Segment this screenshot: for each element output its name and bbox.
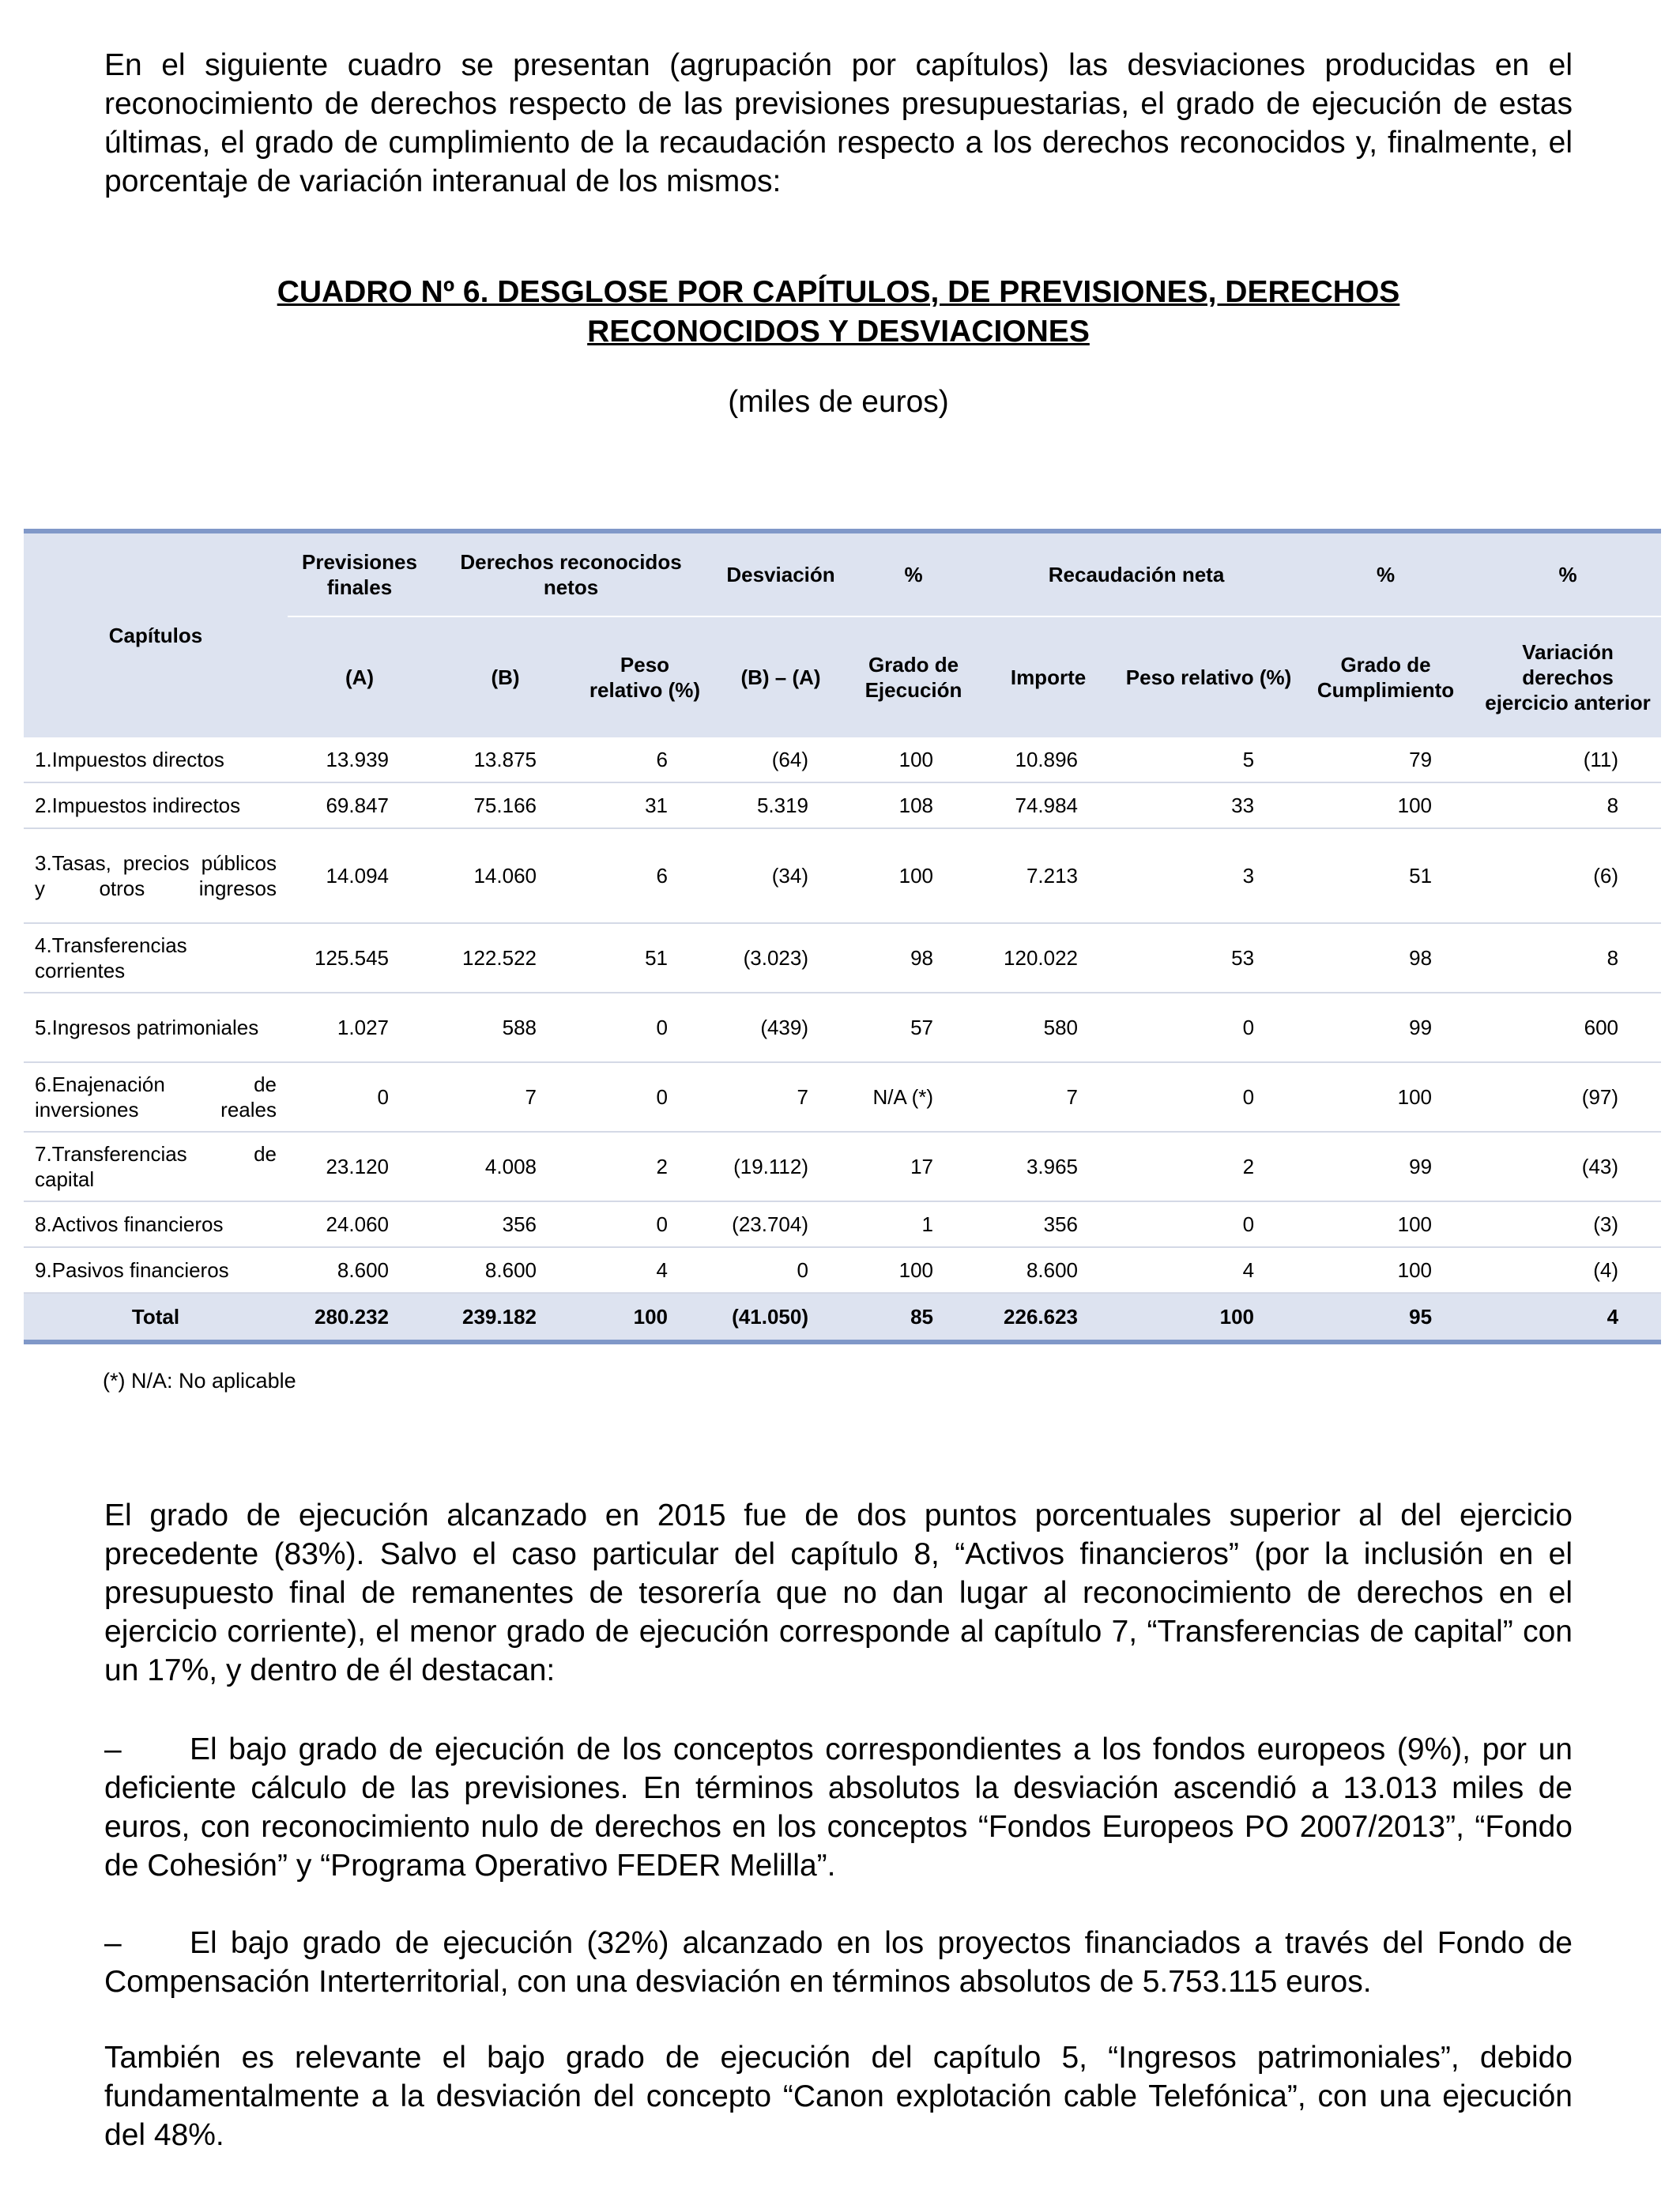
cell-grado-cumplimiento: 100: [1297, 1247, 1475, 1293]
subheader-a: (A): [288, 616, 431, 737]
cell-grado-ejecucion: 57: [851, 993, 976, 1062]
table-row: [24, 1062, 1661, 1132]
table-row: [24, 993, 1661, 1062]
cell-peso: 6: [579, 737, 710, 782]
cell-importe: 7: [976, 1062, 1121, 1132]
cell-desviacion: (23.704): [710, 1201, 851, 1247]
bullet-item-1: [104, 1730, 1573, 1885]
cell-grado-cumplimiento: 100: [1297, 1201, 1475, 1247]
cell-desviacion: 5.319: [710, 782, 851, 828]
header-derechos: Derechos reconocidos netos: [431, 531, 710, 616]
cell-grado-cumplimiento: 99: [1297, 1132, 1475, 1201]
units-label: (miles de euros): [728, 385, 949, 419]
cell-importe: 7.213: [976, 828, 1121, 923]
cell-derechos: 14.060: [431, 828, 579, 923]
intro-paragraph: En el siguiente cuadro se presentan (agrupación por capítulos) las desviaciones producidas en el reconocimiento de derechos respecto de las previsiones presupuestarias, el grado de ejecución de estas últimas, el grado de cumplimiento de la recaudación respecto a los derechos reconocidos y, finalmente, el porcentaje de variación interanual de los mismos:: [104, 48, 1573, 198]
header-pct-variacion: %: [1475, 531, 1661, 616]
row-capitulo: 2.Impuestos indirectos: [24, 782, 288, 828]
header-previsiones: Previsiones finales: [288, 531, 431, 616]
table-header: [24, 531, 1661, 737]
cell-peso: 0: [579, 1062, 710, 1132]
cell-desviacion: 0: [710, 1247, 851, 1293]
cell-previsiones: 23.120: [288, 1132, 431, 1201]
cell-peso: 0: [579, 993, 710, 1062]
row-capitulo: 4.Transferencias corrientes: [24, 923, 288, 993]
cell-variacion: (3): [1475, 1201, 1661, 1247]
cell-peso: 6: [579, 828, 710, 923]
total-grado-ejecucion: 85: [851, 1293, 976, 1342]
row-capitulo: 5.Ingresos patrimoniales: [24, 993, 288, 1062]
total-variacion: 4: [1475, 1293, 1661, 1342]
table-row: [24, 1132, 1661, 1201]
cell-previsiones: 1.027: [288, 993, 431, 1062]
cell-variacion: 8: [1475, 782, 1661, 828]
cell-peso: 4: [579, 1247, 710, 1293]
header-recaudacion: Recaudación neta: [976, 531, 1297, 616]
cell-previsiones: 24.060: [288, 1201, 431, 1247]
cell-grado-ejecucion: 100: [851, 737, 976, 782]
cell-previsiones: 69.847: [288, 782, 431, 828]
cell-variacion: (6): [1475, 828, 1661, 923]
header-pct-ejecucion: %: [851, 531, 976, 616]
subheader-grado-cumplimiento: Grado de Cumplimiento: [1297, 616, 1475, 737]
table-row: [24, 1247, 1661, 1293]
subheader-b: (B): [431, 616, 579, 737]
table-title-line-2: RECONOCIDOS Y DESVIACIONES: [587, 315, 1090, 349]
table-row: [24, 828, 1661, 923]
cell-grado-cumplimiento: 98: [1297, 923, 1475, 993]
cell-previsiones: 0: [288, 1062, 431, 1132]
bullet-text-1: El bajo grado de ejecución de los conceptos correspondientes a los fondos europeos (9%), por un deficiente cálculo de las previsiones. En términos absolutos la desviación ascendió a 13.013 miles de euros, con reconocimiento nulo de derechos en los conceptos “Fondos Europeos PO 2007/2013”, “Fondo de Cohesión” y “Programa Operativo FEDER Melilla”.: [104, 1732, 1573, 1883]
total-grado-cumplimiento: 95: [1297, 1293, 1475, 1342]
cell-peso-recaudacion: 0: [1121, 993, 1297, 1062]
total-derechos: 239.182: [431, 1293, 579, 1342]
subheader-importe: Importe: [976, 616, 1121, 737]
bullet-item-2: [104, 1924, 1573, 2001]
total-desviacion: (41.050): [710, 1293, 851, 1342]
cell-peso-recaudacion: 0: [1121, 1062, 1297, 1132]
cell-peso-recaudacion: 2: [1121, 1132, 1297, 1201]
cell-peso-recaudacion: 4: [1121, 1247, 1297, 1293]
cell-peso: 51: [579, 923, 710, 993]
row-capitulo: 8.Activos financieros: [24, 1201, 288, 1247]
table-row: [24, 923, 1661, 993]
cell-importe: 74.984: [976, 782, 1121, 828]
cell-variacion: (43): [1475, 1132, 1661, 1201]
row-capitulo: 3.Tasas, precios públicos y otros ingresos: [24, 828, 288, 923]
cell-desviacion: (34): [710, 828, 851, 923]
cell-variacion: (11): [1475, 737, 1661, 782]
cell-derechos: 7: [431, 1062, 579, 1132]
cell-peso: 2: [579, 1132, 710, 1201]
header-pct-cumplimiento: %: [1297, 531, 1475, 616]
cell-variacion: (4): [1475, 1247, 1661, 1293]
total-label: Total: [24, 1293, 288, 1342]
subheader-peso: Peso relativo (%): [579, 616, 710, 737]
bullet-text-2: El bajo grado de ejecución (32%) alcanzado en los proyectos financiados a través del Fondo de Compensación Interterritorial, con una desviación en términos absolutos de 5.753.115 euros.: [104, 1926, 1573, 1999]
subheader-peso-recaudacion: Peso relativo (%): [1121, 616, 1297, 737]
cell-importe: 3.965: [976, 1132, 1121, 1201]
cell-peso-recaudacion: 53: [1121, 923, 1297, 993]
table-title: [104, 273, 1573, 352]
cell-previsiones: 14.094: [288, 828, 431, 923]
table-footnote: (*) N/A: No aplicable: [103, 1369, 296, 1393]
cell-derechos: 588: [431, 993, 579, 1062]
cell-derechos: 75.166: [431, 782, 579, 828]
row-capitulo: 9.Pasivos financieros: [24, 1247, 288, 1293]
cell-grado-cumplimiento: 100: [1297, 1062, 1475, 1132]
cell-derechos: 8.600: [431, 1247, 579, 1293]
cell-desviacion: (439): [710, 993, 851, 1062]
cell-variacion: 8: [1475, 923, 1661, 993]
cell-derechos: 13.875: [431, 737, 579, 782]
cell-peso: 31: [579, 782, 710, 828]
total-importe: 226.623: [976, 1293, 1121, 1342]
total-previsiones: 280.232: [288, 1293, 431, 1342]
cell-variacion: (97): [1475, 1062, 1661, 1132]
body-paragraph-1: El grado de ejecución alcanzado en 2015 fue de dos puntos porcentuales superior al del ejercicio precedente (83%). Salvo el caso particular del capítulo 8, “Activos financieros” (por la inclusión en el presupuesto final de remanentes de tesorería que no dan lugar al reconocimiento de derechos en el ejercicio corriente), el menor grado de ejecución corresponde al capítulo 7, “Transferencias de capital” con un 17%, y dentro de él destacan:: [104, 1498, 1573, 1687]
cell-grado-cumplimiento: 51: [1297, 828, 1475, 923]
table-row: [24, 737, 1661, 782]
subheader-grado-ejecucion: Grado de Ejecución: [851, 616, 976, 737]
table-row: [24, 1201, 1661, 1247]
cell-derechos: 122.522: [431, 923, 579, 993]
cell-peso-recaudacion: 0: [1121, 1201, 1297, 1247]
cell-grado-ejecucion: 100: [851, 828, 976, 923]
table-row: [24, 782, 1661, 828]
row-capitulo: 6.Enajenación de inversiones reales: [24, 1062, 288, 1132]
cell-peso-recaudacion: 33: [1121, 782, 1297, 828]
table-title-line-1: CUADRO Nº 6. DESGLOSE POR CAPÍTULOS, DE PREVISIONES, DERECHOS: [277, 275, 1400, 309]
cell-peso: 0: [579, 1201, 710, 1247]
subheader-variacion: Variación derechos ejercicio anterior: [1475, 616, 1661, 737]
cell-grado-ejecucion: N/A (*): [851, 1062, 976, 1132]
row-capitulo: 1.Impuestos directos: [24, 737, 288, 782]
bullet-dash: –: [104, 1926, 122, 1960]
cell-grado-cumplimiento: 99: [1297, 993, 1475, 1062]
cell-desviacion: (64): [710, 737, 851, 782]
cell-previsiones: 13.939: [288, 737, 431, 782]
cell-grado-cumplimiento: 100: [1297, 782, 1475, 828]
cell-grado-cumplimiento: 79: [1297, 737, 1475, 782]
cell-derechos: 356: [431, 1201, 579, 1247]
header-capitulos: Capítulos: [24, 531, 288, 737]
cell-grado-ejecucion: 1: [851, 1201, 976, 1247]
total-peso: 100: [579, 1293, 710, 1342]
row-capitulo: 7.Transferencias de capital: [24, 1132, 288, 1201]
cuadro-6-table: [24, 529, 1661, 1344]
table-body: [24, 737, 1661, 1342]
body-paragraph-2: También es relevante el bajo grado de ejecución del capítulo 5, “Ingresos patrimoniales”, debido fundamentalmente a la desviación del concepto “Canon explotación cable Telefónica”, con una ejecución del 48%.: [104, 2041, 1573, 2152]
cell-importe: 120.022: [976, 923, 1121, 993]
cell-previsiones: 125.545: [288, 923, 431, 993]
header-desviacion: Desviación: [710, 531, 851, 616]
cell-importe: 356: [976, 1201, 1121, 1247]
cell-derechos: 4.008: [431, 1132, 579, 1201]
cell-grado-ejecucion: 100: [851, 1247, 976, 1293]
cell-importe: 580: [976, 993, 1121, 1062]
cell-importe: 10.896: [976, 737, 1121, 782]
total-peso-recaudacion: 100: [1121, 1293, 1297, 1342]
cell-desviacion: (19.112): [710, 1132, 851, 1201]
cell-variacion: 600: [1475, 993, 1661, 1062]
cell-grado-ejecucion: 17: [851, 1132, 976, 1201]
cell-desviacion: (3.023): [710, 923, 851, 993]
cell-peso-recaudacion: 3: [1121, 828, 1297, 923]
subheader-b-minus-a: (B) – (A): [710, 616, 851, 737]
cell-grado-ejecucion: 98: [851, 923, 976, 993]
bullet-dash: –: [104, 1732, 122, 1766]
cell-previsiones: 8.600: [288, 1247, 431, 1293]
cell-peso-recaudacion: 5: [1121, 737, 1297, 782]
table-total-row: [24, 1293, 1661, 1342]
cell-desviacion: 7: [710, 1062, 851, 1132]
cell-importe: 8.600: [976, 1247, 1121, 1293]
cell-grado-ejecucion: 108: [851, 782, 976, 828]
